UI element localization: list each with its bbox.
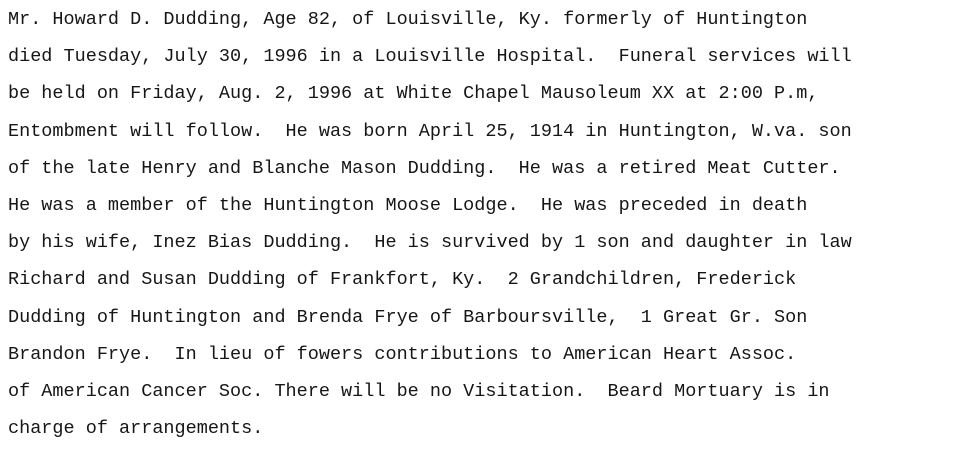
text-line: charge of arrangements. [8, 418, 264, 440]
text-line: Dudding of Huntington and Brenda Frye of Barboursville, 1 Great Gr. Son [8, 306, 808, 328]
text-line: of American Cancer Soc. There will be no Visitation. Beard Mortuary is in [8, 380, 830, 402]
text-line: be held on Friday, Aug. 2, 1996 at White Chapel Mausoleum XX at 2:00 P.m, [8, 83, 819, 105]
text-line: Mr. Howard D. Dudding, Age 82, of Louisville, Ky. formerly of Huntington [8, 9, 808, 30]
text-line: Richard and Susan Dudding of Frankfort, Ky. 2 Grandchildren, Frederick [8, 269, 797, 291]
text-line: Brandon Frye. In lieu of fowers contributions to American Heart Assoc. [8, 343, 797, 365]
text-line: of the late Henry and Blanche Mason Dudding. He was a retired Meat Cutter. [8, 157, 841, 179]
obituary-text [8, 5, 968, 451]
text-line: Entombment will follow. He was born April 25, 1914 in Huntington, W.va. son [8, 120, 852, 142]
text-line: He was a member of the Huntington Moose Lodge. He was preceded in death [8, 194, 808, 216]
text-line: died Tuesday, July 30, 1996 in a Louisville Hospital. Funeral services will [8, 46, 852, 68]
text-line: by his wife, Inez Bias Dudding. He is survived by 1 son and daughter in law [8, 232, 852, 254]
